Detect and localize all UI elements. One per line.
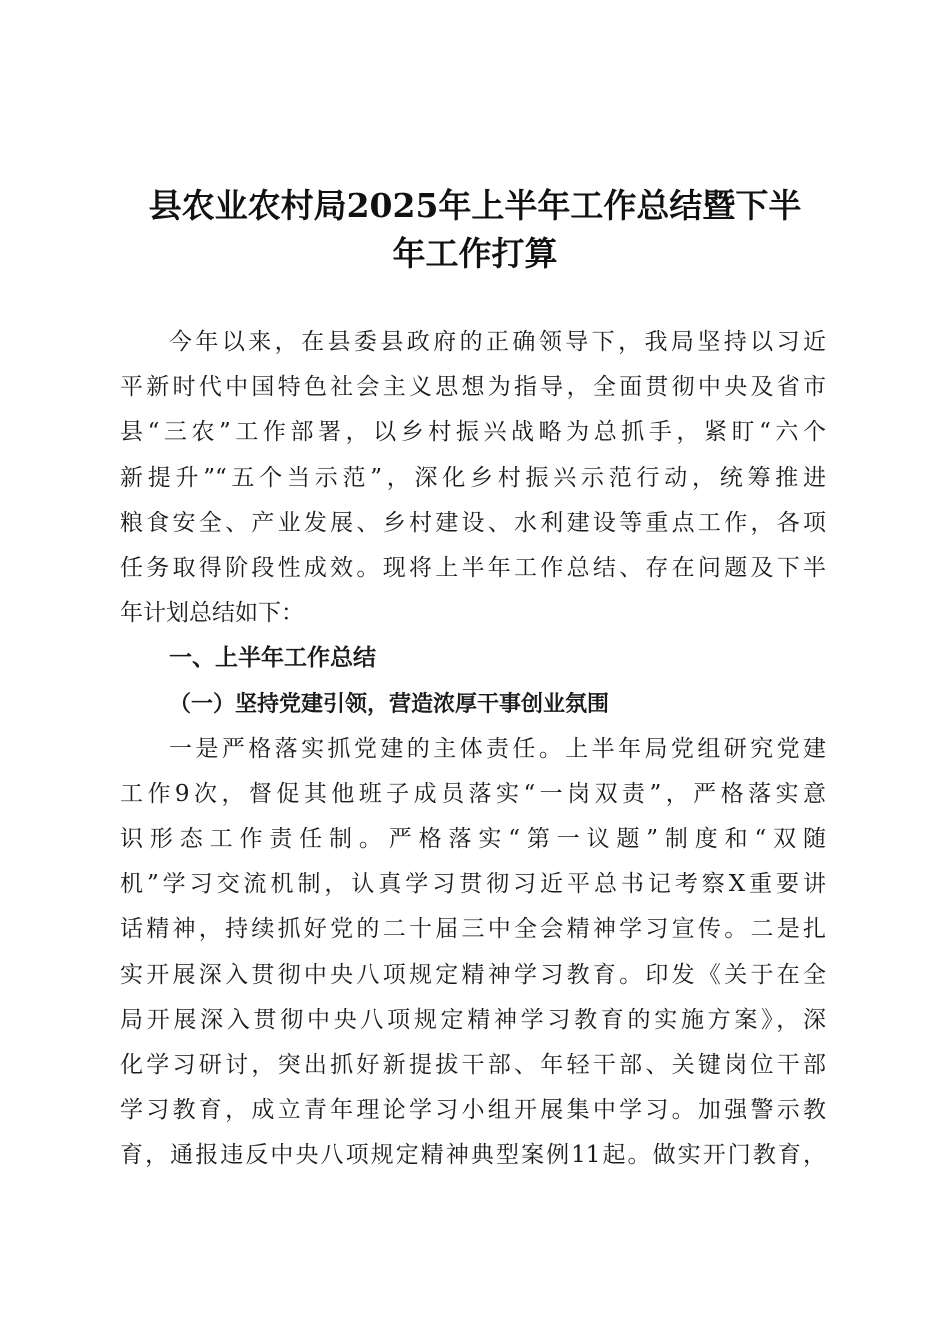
paragraph-2-line: 机”学习交流机制，认真学习贯彻习近平总书记考察X重要讲 xyxy=(120,871,826,898)
document-title xyxy=(110,182,840,278)
title-line-1: 县农业农村局2025年上半年工作总结暨下半 xyxy=(148,186,802,225)
paragraph-1-line: 新提升”“五个当示范”，深化乡村振兴示范行动，统筹推进 xyxy=(120,464,826,491)
paragraph-1-line: 县“三农”工作部署，以乡村振兴战略为总抓手，紧盯“六个 xyxy=(120,419,826,446)
paragraph-1-line: 今年以来，在县委县政府的正确领导下，我局坚持以习近 xyxy=(169,329,826,355)
paragraph-1-line: 任务取得阶段性成效。现将上半年工作总结、存在问题及下半 xyxy=(120,554,826,581)
title-line-2: 年工作打算 xyxy=(392,234,558,273)
paragraph-1-line: 年计划总结如下： xyxy=(120,600,304,627)
section-heading: 一、上半年工作总结 xyxy=(169,645,376,672)
paragraph-2-line: 化学习研讨，突出抓好新提拔干部、年轻干部、关键岗位干部 xyxy=(120,1052,826,1078)
document-body xyxy=(120,320,826,1179)
subsection-heading: （一）坚持党建引领，营造浓厚干事创业氛围 xyxy=(169,690,610,717)
paragraph-2-line: 育，通报违反中央八项规定精神典型案例11起。做实开门教育， xyxy=(120,1142,826,1169)
paragraph-1-line: 平新时代中国特色社会主义思想为指导，全面贯彻中央及省市 xyxy=(120,374,826,401)
paragraph-2-line: 工作9次，督促其他班子成员落实“一岗双责”，严格落实意 xyxy=(120,780,826,807)
paragraph-2-line: 一是严格落实抓党建的主体责任。上半年局党组研究党建 xyxy=(169,735,826,762)
paragraph-2-line: 学习教育，成立青年理论学习小组开展集中学习。加强警示教 xyxy=(120,1097,826,1124)
paragraph-2-line: 实开展深入贯彻中央八项规定精神学习教育。印发《关于在全 xyxy=(120,961,826,988)
paragraph-1-line: 粮食安全、产业发展、乡村建设、水利建设等重点工作，各项 xyxy=(120,509,826,536)
paragraph-2-line: 话精神，持续抓好党的二十届三中全会精神学习宣传。二是扎 xyxy=(120,916,826,943)
paragraph-2-line: 局开展深入贯彻中央八项规定精神学习教育的实施方案》，深 xyxy=(120,1006,826,1033)
paragraph-2-line: 识形态工作责任制。严格落实“第一议题”制度和“双随 xyxy=(120,826,826,853)
